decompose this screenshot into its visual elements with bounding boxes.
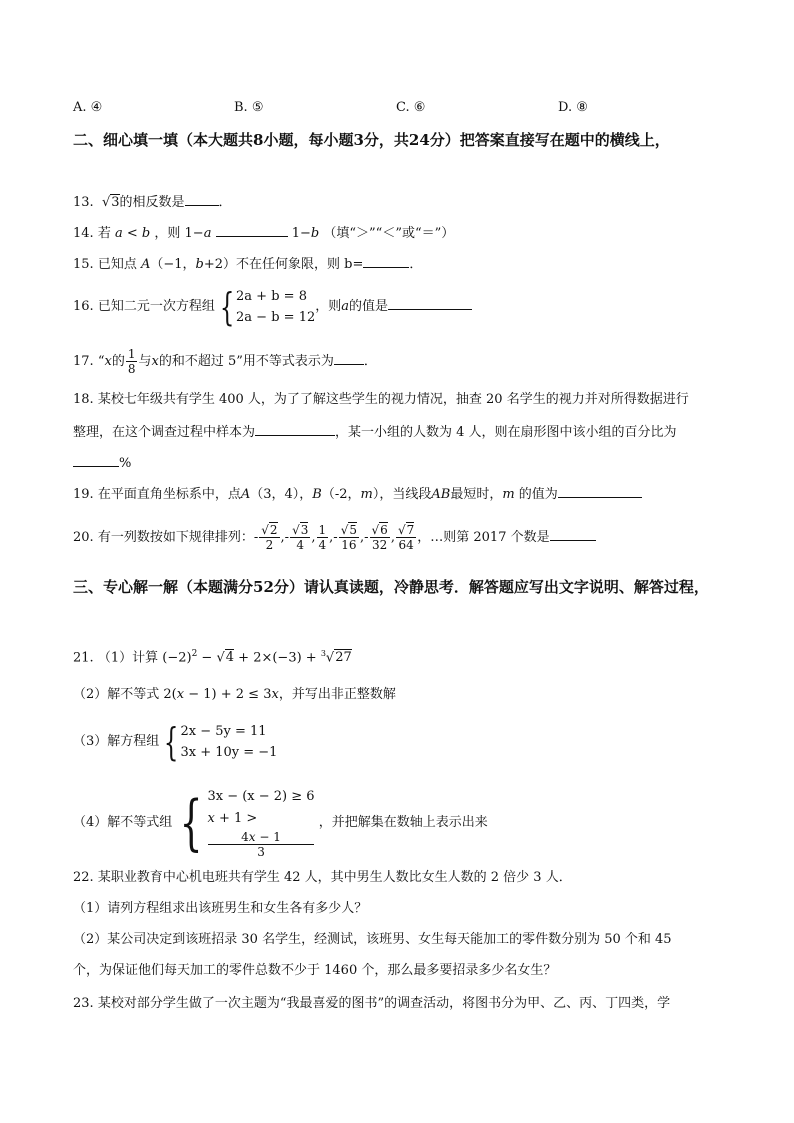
question-20: 20. 有一列数按如下规律排列：- $\frac{√2}{2}$ ,- $\frac{√3}{4}$ , $\frac{1}{4}$ ,- $\frac{√5}{16}$ ,- $\frac{√6}{32}$ , $\frac{√7}{64}$ ，…则第 2017 个数是 xyxy=(73,517,596,559)
answer-blank[interactable] xyxy=(334,351,364,365)
question-19: 19. 在平面直角坐标系中，点A（3，4），B（-2，m），当线段AB最短时，m 的值为 xyxy=(73,484,642,504)
question-22-line-4: 个，为保证他们每天加工的零件总数不少于 1460 个，那么最多要招录多少名女生？ xyxy=(73,963,557,978)
answer-blank[interactable] xyxy=(255,422,335,436)
answer-blank[interactable] xyxy=(73,453,119,467)
option-c: C. ⑥ xyxy=(396,100,426,115)
question-13: 13. √3的相反数是 ． xyxy=(73,192,232,212)
question-14: 14. 若 a < b ，则 1−a 1−b （填“＞”“＜”或“＝”） xyxy=(73,223,454,243)
question-18-line-1: 18. 某校七年级共有学生 400 人，为了了解这些学生的视力情况，抽查 20 名学生的视力并对所得数据进行 xyxy=(73,392,689,407)
question-21-part-2: （2）解不等式 2(x − 1) + 2 ≤ 3x，并写出非正整数解 xyxy=(73,687,396,702)
section-2-heading: 二、细心填一填（本大题共8小题，每小题3分，共24分）把答案直接写在题中的横线上， xyxy=(73,131,670,149)
question-15: 15. 已知点 A（−1，b+2）不在任何象限，则 b= ． xyxy=(73,254,422,274)
question-23-line-1: 23. 某校对部分学生做了一次主题为“我最喜爱的图书”的调查活动，将图书分为甲、乙、丙、丁四类，学 xyxy=(73,996,671,1011)
option-a: A. ④ xyxy=(73,100,103,115)
answer-blank[interactable] xyxy=(550,527,596,541)
question-22-line-1: 22. 某职业教育中心机电班共有学生 42 人，其中男生人数比女生人数的 2 倍少 3 人． xyxy=(73,870,572,885)
answer-blank[interactable] xyxy=(388,296,472,310)
question-18-line-2: 整理，在这个调查过程中样本为 ，某一小组的人数为 4 人，则在扇形图中该小组的百分比为 xyxy=(73,422,677,442)
section-3-heading: 三、专心解一解（本题满分52分）请认真读题，冷静思考．解答题应写出文字说明、解答过程， xyxy=(73,578,709,596)
question-22-line-3: （2）某公司决定到该班招录 30 名学生，经测试，该班男、女生每天能加工的零件数分别为 50 个和 45 xyxy=(73,932,672,947)
answer-blank[interactable] xyxy=(185,192,219,206)
answer-blank[interactable] xyxy=(558,484,642,498)
question-18-line-3: % xyxy=(73,453,131,473)
question-22-line-2: （1）请列方程组求出该班男生和女生各有多少人？ xyxy=(73,901,368,916)
option-b: B. ⑤ xyxy=(234,100,264,115)
answer-blank[interactable] xyxy=(363,254,409,268)
answer-blank[interactable] xyxy=(216,223,288,237)
question-16: 16. 已知二元一次方程组 { 2a + b = 8 2a − b = 12 ，则a的值是 xyxy=(73,285,472,329)
question-21-part-4: （4）解不等式组 { 3x − (x − 2) ≥ 6 x + 1 > 4x − 1 3 ，并把解集在数轴上表示出来 xyxy=(73,787,488,859)
question-17: 17. “x的 $\frac{1}{8}$ 与x的和不超过 5”用不等式表示为 ． xyxy=(73,347,377,376)
option-d: D. ⑧ xyxy=(558,100,588,115)
question-21-part-1: 21. （1）计算 $(-2)^2 - √4 + 2\times(-3) + ^3√27$ xyxy=(73,649,352,666)
question-21-part-3: （3）解方程组 { 2x − 5y = 11 3x + 10y = −1 xyxy=(73,719,278,764)
